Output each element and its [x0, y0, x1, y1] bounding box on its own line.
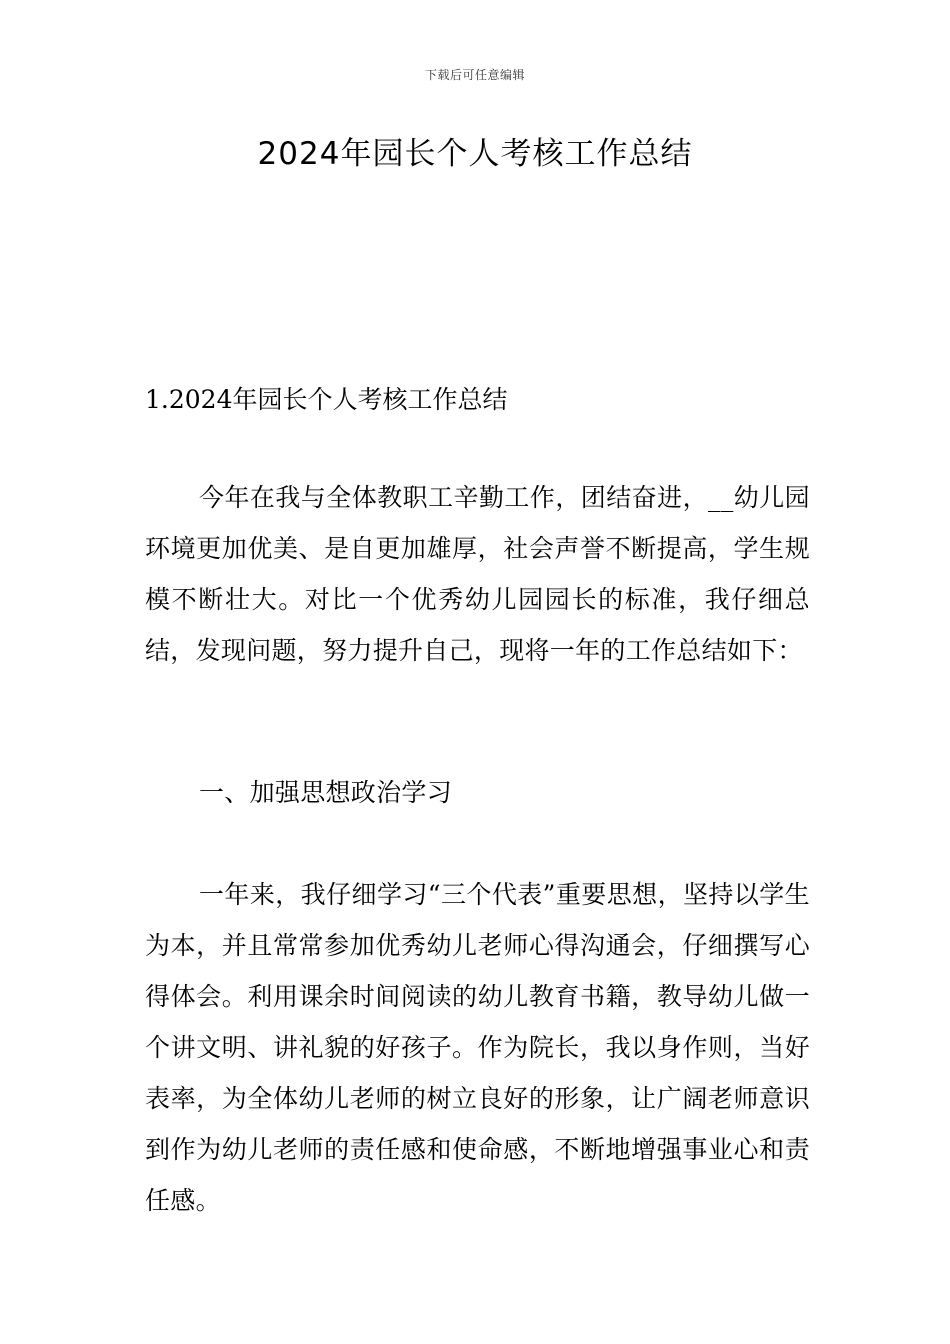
subsection-heading: 一、加强思想政治学习 [199, 778, 453, 807]
intro-paragraph: 今年在我与全体教职工辛勤工作，团结奋进，__幼儿园环境更加优美、是自更加雄厚，社会声誉不断提高，学生规模不断壮大。对比一个优秀幼儿园园长的标准，我仔细总结，发现问题，努力提升自己，现将一年的工作总结如下： [145, 483, 810, 665]
section-heading: 1.2024年园长个人考核工作总结 [145, 385, 508, 414]
page-header-note: 下载后可任意编辑 [424, 68, 525, 82]
body-paragraph: 一年来，我仔细学习“三个代表”重要思想，坚持以学生为本，并且常常参加优秀幼儿老师心得沟通会，仔细撰写心得体会。利用课余时间阅读的幼儿教育书籍，教导幼儿做一个讲文明、讲礼貌的好孩子。作为院长，我以身作则，当好表率，为全体幼儿老师的树立良好的形象，让广阔老师意识到作为幼儿老师的责任感和使命感，不断地增强事业心和责任感。 [145, 880, 810, 1215]
document-title: 2024年园长个人考核工作总结 [257, 136, 693, 172]
